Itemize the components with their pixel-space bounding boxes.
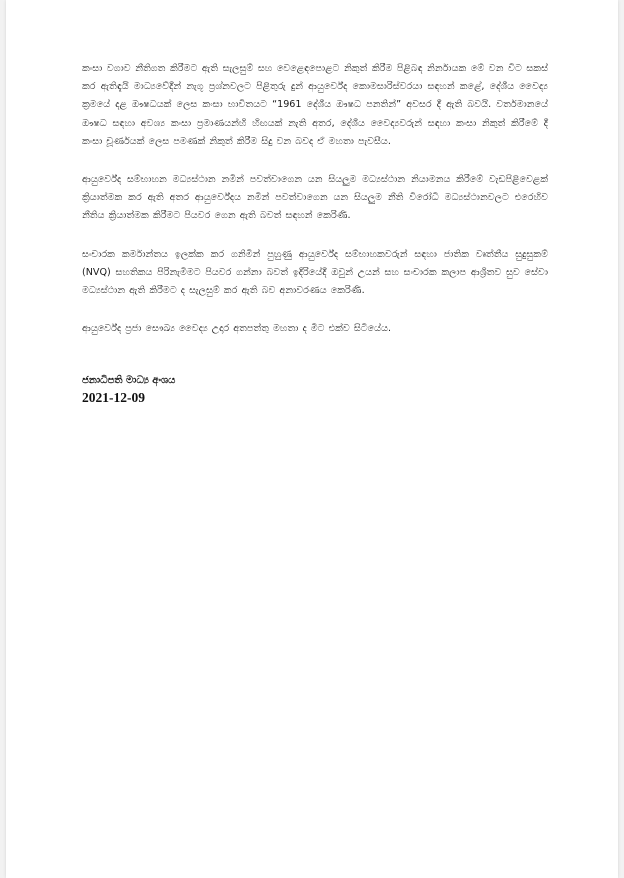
document-body [82,60,548,407]
paragraph-cannabis-policy: කංසා වගාව නීතිගත කිරීමට ඇති සැලසුම් සහ වෙළෙඳපොළට නිකුත් කිරීම පිළිබඳ නිර්නායක මේ වන විට සකස් කර ඇතිඳැයි මාධ්‍යවේදීන් නැගූ ප්‍රශ්නවලට පිළිතුරු දුන් ආයුර්වේද කොමසාරිස්වරයා සඳහන් කළේ, දේශීය වෛද්‍ය ක්‍රමයේ දළ ඖෂධයක් ලෙස කංසා භාවිතයට “1961 දේශීය ඖෂධ පනතින්” අවසර දී ඇති බවයි. වර්තමානයේ ඖෂධ සඳහා අවශ්‍ය කංසා ප්‍රමාණයන්හි හිඟයක් නැති අතර, දේශීය වෛද්‍යවරුන් සඳහා කංසා නිකුත් කිරීමේ දී කංසා චූර්ණයක් ලෙස පමණක් නිකුත් කිරීම සිදු වන බවද ඒ මහතා පැවසීය. [82,63,548,147]
paragraph-massage-centres: ආයුර්වේද සම්භාහන මධ්‍යස්ථාන නමින් පවත්වාගෙන යන සියලුම මධ්‍යස්ථාන නියාමනය කිරීමේ වැඩපිළිවෙළක් ක්‍රියාත්මක කර ඇති අතර ආයුර්වේදය නමින් පවත්වාගෙන යන සියලුම නීති විරෝධී මධ්‍යස්ථානවලට එරෙහිව නීතිය ක්‍රියාත්මක කිරීමට පියවර ගෙන ඇති බවත් සඳහන් කෙරිණි. [82,174,548,222]
issuing-office: ජනාධිපති මාධ්‍ය අංශය [82,375,176,387]
paragraph-nvq-certification: සංචාරක කර්මාන්තය ඉලක්ක කර ගනිමින් පුහුණු ආයුර්වේද සම්භාහකවරුන් සඳහා ජාතික වෘත්තීය සුදුසුකම් (NVQ) සහතිකය පිරිනැමීමට පියවර ගන්නා බවත් ඉදිරියේදී ඔවුන් උයන් සහ සංචාරක කලාප ආශ්‍රිතව සුව සේවා මධ්‍යස්ථාන ඇති කිරීමට ද සැලසුම් කර ඇති බව අනාවරණය කෙරිණි. [82,248,548,297]
paragraph-attendance: ආයුර්වේද ප්‍රජා සෞඛ්‍ය වෛද්‍ය උදාර අතපත්තු මහතා ද මීට එක්ව සිටියේය. [82,323,392,335]
signature-block [82,372,548,407]
issue-date: 2021-12-09 [82,390,145,406]
document-page [6,0,618,878]
